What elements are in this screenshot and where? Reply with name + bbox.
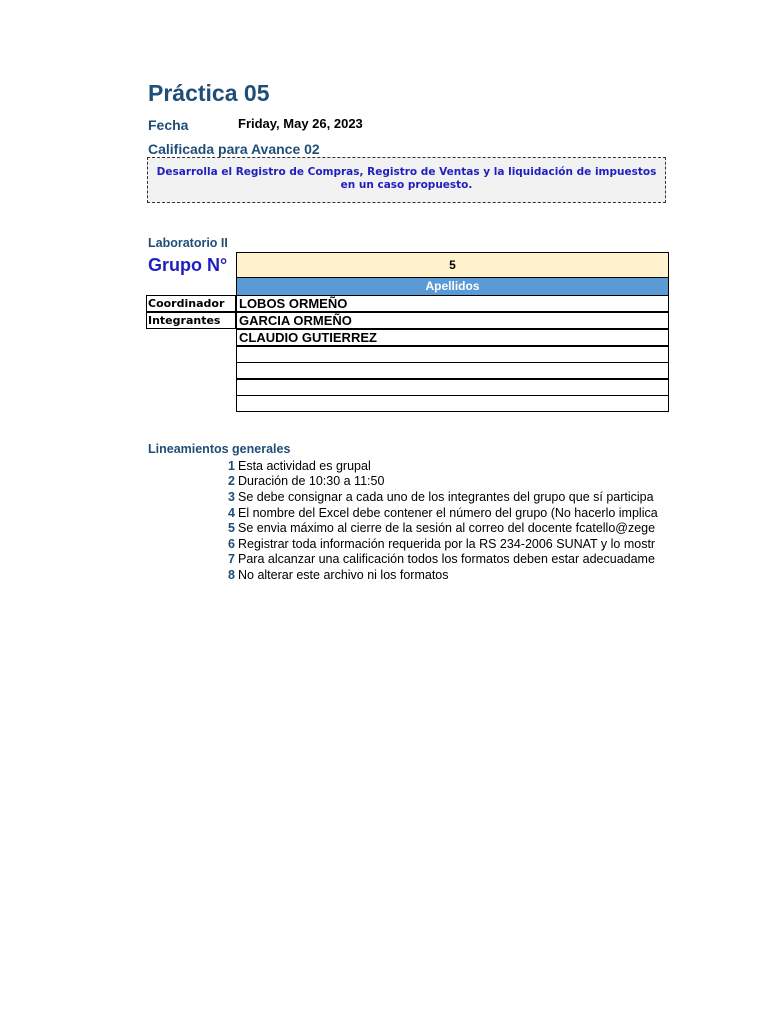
guideline-number: 8 [228, 568, 235, 582]
guidelines-title: Lineamientos generales [148, 442, 291, 456]
guideline-number: 2 [228, 474, 235, 488]
grupo-label: Grupo N° [148, 255, 228, 275]
page-title: Práctica 05 [148, 80, 270, 106]
grupo-number-cell[interactable]: 5 [236, 252, 669, 278]
guideline-number: 7 [228, 552, 235, 566]
role-cell-integrantes[interactable]: Integrantes [146, 312, 236, 329]
section-subtitle: Calificada para Avance 02 [148, 141, 320, 157]
guideline-text: Esta actividad es grupal [238, 459, 371, 473]
guideline-number: 6 [228, 537, 235, 551]
guideline-text: No alterar este archivo ni los formatos [238, 568, 449, 582]
name-cell[interactable]: CLAUDIO GUTIERREZ [236, 329, 669, 346]
guideline-text: El nombre del Excel debe contener el número del grupo (No hacerlo implica [238, 506, 658, 520]
guideline-number: 5 [228, 521, 235, 535]
name-cell[interactable] [236, 379, 669, 396]
role-cell-coordinador[interactable]: Coordinador [146, 295, 236, 312]
apellidos-header-cell[interactable]: Apellidos [236, 278, 669, 295]
guideline-text: Se envia máximo al cierre de la sesión al correo del docente fcatello@zege [238, 521, 656, 535]
task-description-box[interactable] [147, 157, 666, 203]
guideline-text: Duración de 10:30 a 11:50 [238, 474, 385, 488]
guideline-text: Se debe consignar a cada uno de los integrantes del grupo que sí participa [238, 490, 654, 504]
guideline-text: Para alcanzar una calificación todos los formatos deben estar adecuadame [238, 552, 655, 566]
name-cell[interactable] [236, 346, 669, 363]
fecha-label: Fecha [148, 117, 189, 133]
name-cell[interactable]: GARCIA ORMEÑO [236, 312, 669, 329]
name-cell[interactable]: LOBOS ORMEÑO [236, 295, 669, 312]
task-description-text: Desarrolla el Registro de Compras, Registro de Ventas y la liquidación de impuestos en un caso propuesto. [156, 166, 657, 191]
guideline-number: 4 [228, 506, 235, 520]
fecha-value[interactable]: Friday, May 26, 2023 [238, 116, 363, 131]
name-cell[interactable] [236, 362, 669, 379]
laboratorio-label: Laboratorio II [148, 236, 228, 250]
name-cell[interactable] [236, 395, 669, 412]
guideline-text: Registrar toda información requerida por la RS 234-2006 SUNAT y lo mostr [238, 537, 656, 551]
guideline-number: 1 [228, 459, 235, 473]
guideline-number: 3 [228, 490, 235, 504]
